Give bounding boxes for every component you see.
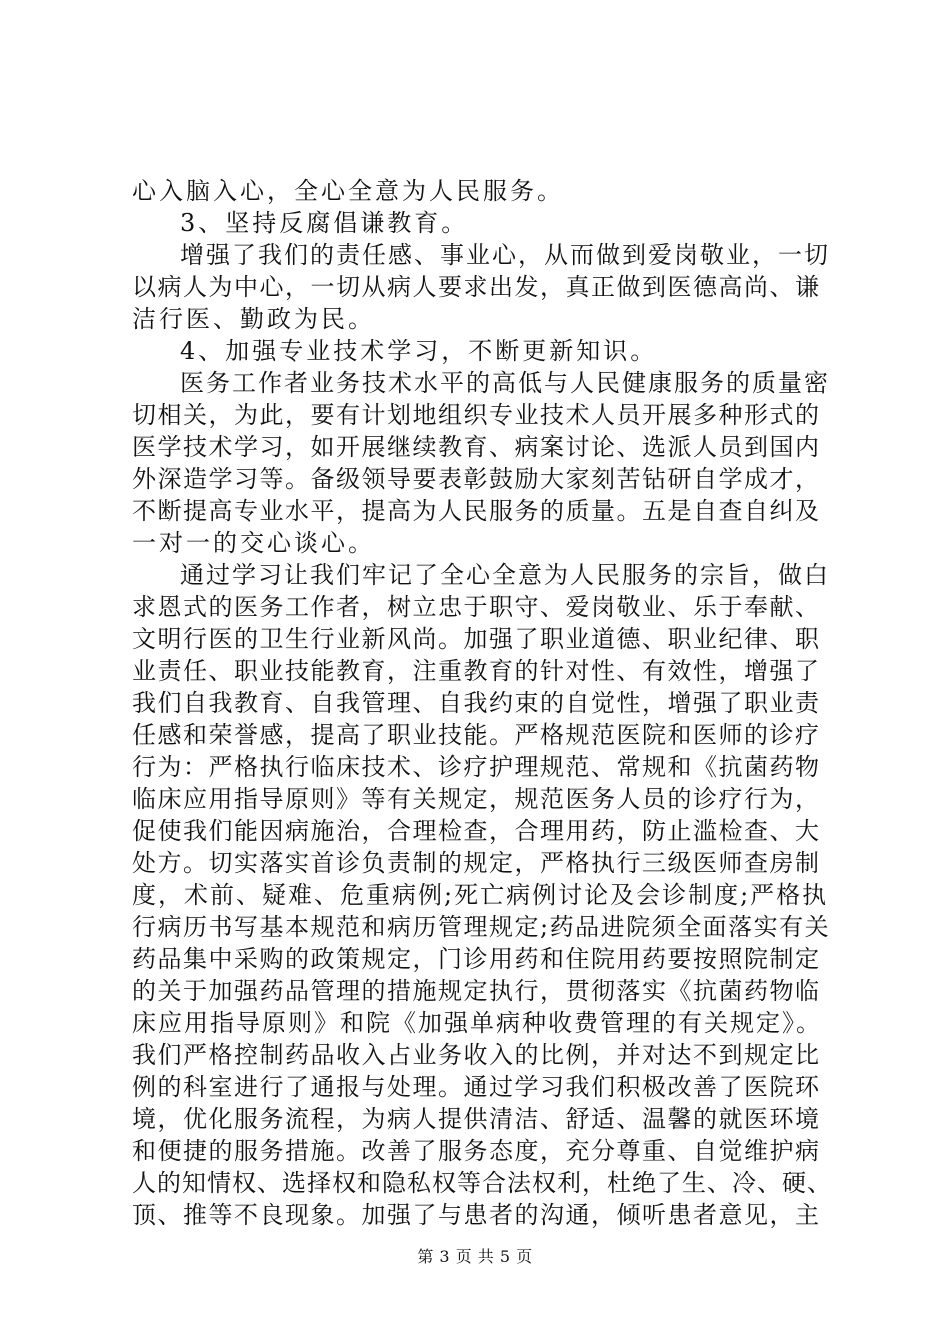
text-line: 床应用指导原则》和院《加强单病种收费管理的有关规定》。	[132, 1009, 822, 1037]
text-line: 切相关，为此，要有计划地组织专业技术人员开展多种形式的	[132, 401, 821, 429]
text-line: 通过学习让我们牢记了全心全意为人民服务的宗旨，做白	[180, 561, 830, 589]
text-line: 行病历书写基本规范和病历管理规定;药品进院须全面落实有关	[132, 913, 831, 941]
text-line: 度，术前、疑难、危重病例;死亡病例讨论及会诊制度;严格执	[132, 881, 829, 909]
text-line: 医学技术学习，如开展继续教育、病案讨论、选派人员到国内	[132, 433, 821, 461]
page-footer: 第 3 页 共 5 页	[417, 1247, 533, 1266]
text-line: 顶、推等不良现象。加强了与患者的沟通，倾听患者意见，主	[132, 1201, 821, 1229]
text-line: 处方。切实落实首诊负责制的规定，严格执行三级医师查房制	[132, 849, 821, 877]
text-line: 求恩式的医务工作者，树立忠于职守、爱岗敬业、乐于奉献、	[132, 593, 821, 621]
text-line: 和便捷的服务措施。改善了服务态度，充分尊重、自觉维护病	[132, 1137, 821, 1165]
text-line: 药品集中采购的政策规定，门诊用药和住院用药要按照院制定	[132, 945, 821, 973]
text-line: 的关于加强药品管理的措施规定执行，贯彻落实《抗菌药物临	[132, 977, 821, 1005]
text-line: 临床应用指导原则》等有关规定，规范医务人员的诊疗行为，	[132, 785, 821, 813]
text-line: 我们严格控制药品收入占业务收入的比例，并对达不到规定比	[132, 1041, 821, 1069]
text-line: 以病人为中心，一切从病人要求出发，真正做到医德高尚、谦	[132, 273, 821, 301]
text-line: 一对一的交心谈心。	[132, 529, 375, 557]
text-line: 境，优化服务流程，为病人提供清洁、舒适、温馨的就医环境	[132, 1105, 821, 1133]
text-line: 心入脑入心，全心全意为人民服务。	[132, 177, 564, 205]
text-line: 业责任、职业技能教育，注重教育的针对性、有效性，增强了	[132, 657, 821, 685]
text-line: 行为：严格执行临床技术、诊疗护理规范、常规和《抗菌药物	[132, 753, 821, 781]
text-line: 我们自我教育、自我管理、自我约束的自觉性，增强了职业责	[132, 689, 821, 717]
text-line: 任感和荣誉感，提高了职业技能。严格规范医院和医师的诊疗	[132, 721, 821, 749]
text-line: 医务工作者业务技术水平的高低与人民健康服务的质量密	[180, 369, 830, 397]
text-line: 文明行医的卫生行业新风尚。加强了职业道德、职业纪律、职	[132, 625, 821, 653]
text-line: 人的知情权、选择权和隐私权等合法权利，杜绝了生、冷、硬、	[132, 1169, 832, 1197]
text-line: 洁行医、勤政为民。	[132, 305, 375, 333]
section-heading: 3、坚持反腐倡谦教育。	[180, 209, 469, 237]
section-heading: 4、加强专业技术学习，不断更新知识。	[180, 337, 658, 365]
text-line: 促使我们能因病施治，合理检查，合理用药，防止滥检查、大	[132, 817, 821, 845]
text-line: 增强了我们的责任感、事业心，从而做到爱岗敬业，一切	[180, 241, 830, 269]
text-line: 不断提高专业水平，提高为人民服务的质量。五是自查自纠及	[132, 497, 821, 525]
text-line: 例的科室进行了通报与处理。通过学习我们积极改善了医院环	[132, 1073, 821, 1101]
text-line: 外深造学习等。备级领导要表彰鼓励大家刻苦钻研自学成才，	[132, 465, 821, 493]
